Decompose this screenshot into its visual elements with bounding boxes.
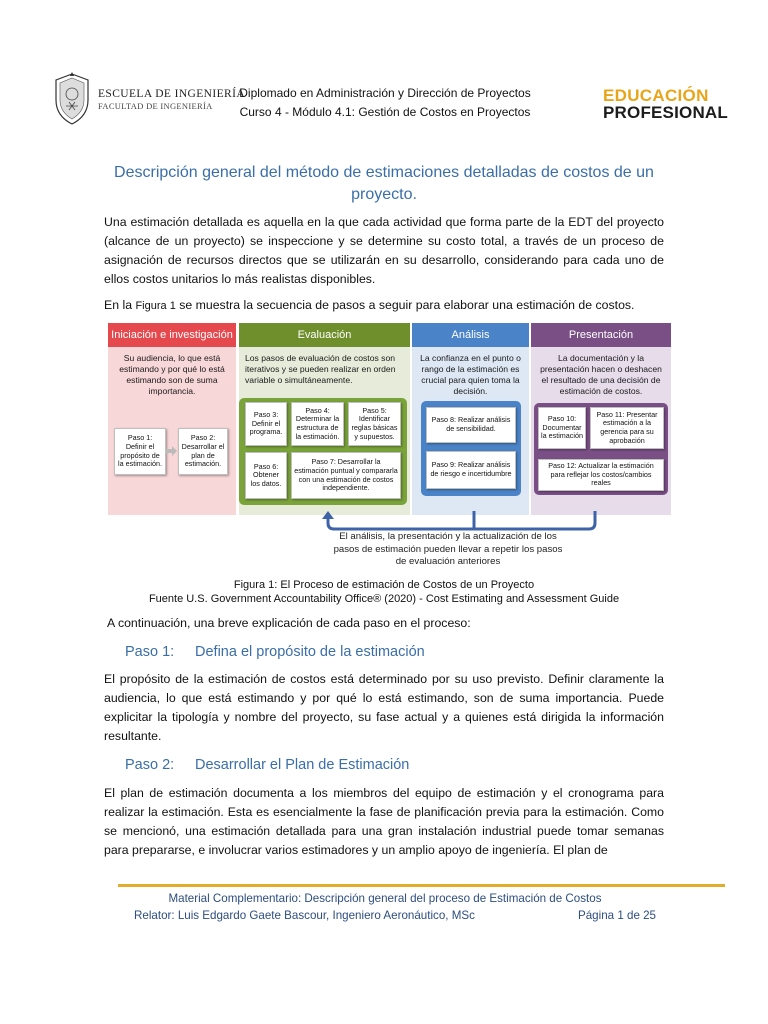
process-figure [108,323,671,573]
step-5-box: Paso 5: Identificar reglas básicas y supuestos. [348,402,401,446]
phase-analysis-header: Análisis [412,323,529,347]
educacion-profesional-logo [603,87,728,121]
faculty-name: FACULTAD DE INGENIERÍA [98,100,213,111]
phase-evaluation-header: Evaluación [239,323,410,347]
step-12-box: Paso 12: Actualizar la estimación para reflejar los costos/cambios reales [538,459,664,491]
university-name: ESCUELA DE INGENIERÍA [98,87,246,100]
figure-intro-after: se muestra la secuencia de pasos a seguir para elaborar una estimación de costos. [175,298,635,312]
logo-line-2: PROFESIONAL [603,103,728,122]
figure-caption [104,578,664,606]
step-6-box: Paso 6: Obtener los datos. [245,452,287,499]
phase-initiation-description: Su audiencia, lo que está estimando y por qué lo está estimando son de suma importancia. [119,353,225,396]
caption-title: Figura 1: El Proceso de estimación de Costos de un Proyecto [233,579,535,591]
course-program: Diplomado en Administración y Dirección de Proyectos [239,86,531,100]
phase-presentation-description: La documentación y la presentación hacen o deshacen el resultado de una decisión de estimación de costos. [540,353,662,396]
step-8-box: Paso 8: Realizar análisis de sensibilidad. [426,407,516,443]
step-9-box: Paso 9: Realizar análisis de riesgo e incertidumbre [426,451,516,489]
university-seal-icon [52,72,92,126]
section-body-step-2: El plan de estimación documenta a los miembros del equipo de estimación y el cronograma para realizar la estimación. Esta es esencialmente la fase de planificación previa para la estimación. Como se mencionó, una estimación detallada para una gran instalación industrial puede tomar semanas para prepararse, e involucrar varios estimadores y un amplio apoyo de ingeniería. El plan de [104,786,664,857]
section-heading-step-2 [125,757,409,773]
section-heading-step-1 [125,644,425,660]
step-10-box: Paso 10: Documentar la estimación [538,407,586,449]
figure-intro-before: En la [104,298,136,312]
arrow-right-icon [166,445,178,457]
course-module: Curso 4 - Módulo 4.1: Gestión de Costos en Proyectos [239,105,531,119]
page-number: Página 1 de 25 [578,909,657,922]
phase-presentation-header: Presentación [531,323,671,347]
section-number: Paso 2: [125,757,175,773]
feedback-note: El análisis, la presentación y la actualización de los pasos de estimación pueden llevar a repetir los pasos de evaluación anteriores [333,531,563,567]
phase-analysis-description: La confianza en el punto o rango de la estimación es crucial para quien toma la decisión. [420,353,521,396]
step-2-box: Paso 2: Desarrollar el plan de estimación. [178,428,228,475]
step-3-box: Paso 3: Definir el programa. [245,402,287,446]
intro-paragraph: Una estimación detallada es aquella en la que cada actividad que forma parte de la EDT del proyecto (alcance de un proyecto) se inspeccione y se determine su costo total, a través de un proceso de asignación de recursos directos que se utilizarán en su desarrollo, considerando para cada uno de ellos costos unitarios lo más realistas disponibles. [104,215,664,286]
caption-source: Fuente U.S. Government Accountability Office® (2020) - Cost Estimating and Assessment Guide [148,593,620,605]
footer-material: Material Complementario: Descripción general del proceso de Estimación de Costos [168,892,602,905]
section-number: Paso 1: [125,644,175,660]
step-7-box: Paso 7: Desarrollar la estimación puntual y compararla con una estimación de costos independiente. [291,452,401,499]
section-body-step-1: El propósito de la estimación de costos está determinado por su uso previsto. Definir claramente la audiencia, lo que está estimando y por qué lo está estimando, son de suma importancia. Puede explicitar la tipología y nombre del proyecto, su fase actual y a quienes está dirigida la información resultante. [104,672,664,743]
section-title: Defina el propósito de la estimación [195,644,425,660]
phase-evaluation-description: Los pasos de evaluación de costos son iterativos y se pueden realizar en orden variable o simultáneamente. [245,353,396,385]
phase-initiation-header: Iniciación e investigación [108,323,236,347]
steps-intro: A continuación, una breve explicación de cada paso en el proceso: [107,616,471,630]
step-1-box: Paso 1: Definir el propósito de la estimación. [114,428,166,475]
course-info [220,84,550,122]
figure-reference-link[interactable]: Figura 1 [135,300,176,312]
logo-line-1: EDUCACIÓN [603,86,709,105]
phase-initiation [108,323,236,515]
university-logo [52,72,245,126]
step-11-box: Paso 11: Presentar estimación a la gerencia para su aprobación [590,407,664,449]
step-4-box: Paso 4: Determinar la estructura de la estimación. [291,402,344,446]
document-title: Descripción general del método de estimaciones detalladas de costos de un proyecto. [114,164,654,203]
footer-divider [118,884,725,887]
figure-intro-paragraph [104,296,664,316]
page-header [0,60,768,140]
section-title: Desarrollar el Plan de Estimación [195,757,410,773]
footer-speaker: Relator: Luis Edgardo Gaete Bascour, Ingeniero Aeronáutico, MSc [134,909,475,922]
